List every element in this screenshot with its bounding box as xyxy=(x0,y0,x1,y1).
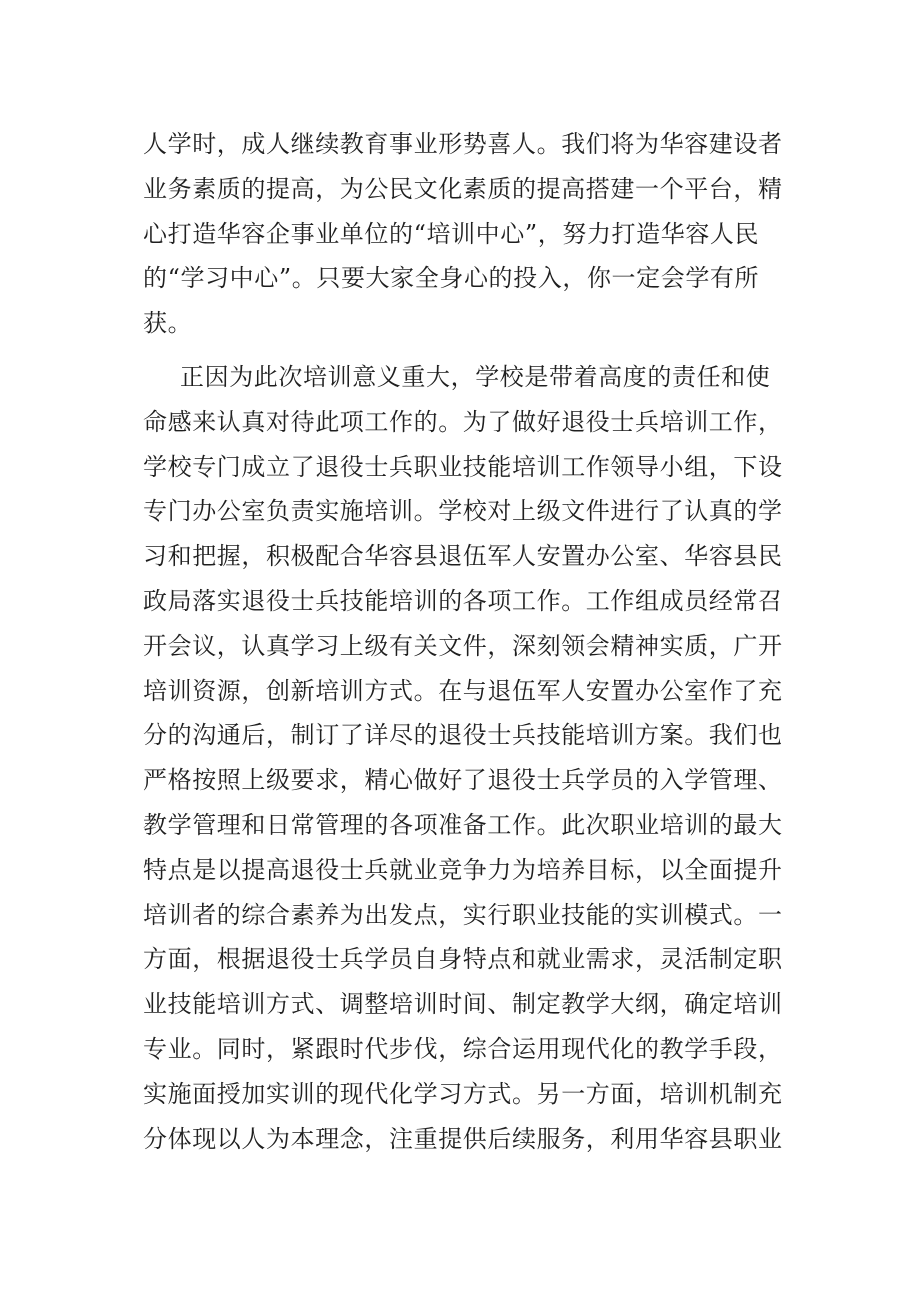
text-line: 获。 xyxy=(143,309,193,338)
text-line: 业技能培训方式、调整培训时间、制定教学大纲，确定培训 xyxy=(143,990,783,1019)
text-line xyxy=(143,1161,779,1206)
text-line: 专门办公室负责实施培训。学校对上级文件进行了认真的学 xyxy=(143,497,783,526)
text-line: 严格按照上级要求，精心做好了退役士兵学员的入学管理、 xyxy=(143,766,783,795)
text-line: 教学管理和日常管理的各项准备工作。此次职业培训的最大 xyxy=(143,810,783,839)
text-line: 正因为此次培训意义重大，学校是带着高度的责任和使 xyxy=(180,362,771,391)
text-line: 人学时，成人继续教育事业形势喜人。我们将为华容建设者 xyxy=(143,130,783,158)
text-line: 专业。同时，紧跟时代步伐，综合运用现代化的教学手段， xyxy=(143,1034,783,1063)
paragraph-gap xyxy=(143,346,779,355)
text-line: 习和把握，积极配合华容县退伍军人安置办公室、华容县民 xyxy=(143,542,783,571)
text-line: 业务素质的提高，为公民文化素质的提高搭建一个平台，精 xyxy=(143,174,783,203)
text-line xyxy=(143,1206,779,1251)
text-line: 特点是以提高退役士兵就业竞争力为培养目标，以全面提升 xyxy=(143,855,783,884)
text-line: 学校专门成立了退役士兵职业技能培训工作领导小组，下设 xyxy=(143,452,783,481)
text-line: 的“学习中心”。只要大家全身心的投入，你一定会学有所 xyxy=(143,264,760,293)
text-line: 心打造华容企事业单位的“培训中心”，努力打造华容人民 xyxy=(143,219,760,248)
paragraph-2 xyxy=(143,355,783,1251)
paragraph-1 xyxy=(143,122,783,346)
text-line: 培训者的综合素养为出发点，实行职业技能的实训模式。一 xyxy=(143,900,783,929)
text-line: 政局落实退役士兵技能培训的各项工作。工作组成员经常召 xyxy=(143,586,783,615)
text-line: 开会议，认真学习上级有关文件，深刻领会精神实质，广开 xyxy=(143,631,783,660)
text-line: 培训资源，创新培训方式。在与退伍军人安置办公室作了充 xyxy=(143,676,783,705)
text-line: 方面，根据退役士兵学员自身特点和就业需求，灵活制定职 xyxy=(143,945,783,974)
document-body xyxy=(143,122,783,1251)
text-line: 分体现以人为本理念，注重提供后续服务，利用华容县职业 xyxy=(143,1124,783,1153)
text-line: 分的沟通后，制订了详尽的退役士兵技能培训方案。我们也 xyxy=(143,721,783,750)
text-line: 实施面授加实训的现代化学习方式。另一方面，培训机制充 xyxy=(143,1079,783,1108)
text-line: 命感来认真对待此项工作的。为了做好退役士兵培训工作， xyxy=(143,407,783,436)
